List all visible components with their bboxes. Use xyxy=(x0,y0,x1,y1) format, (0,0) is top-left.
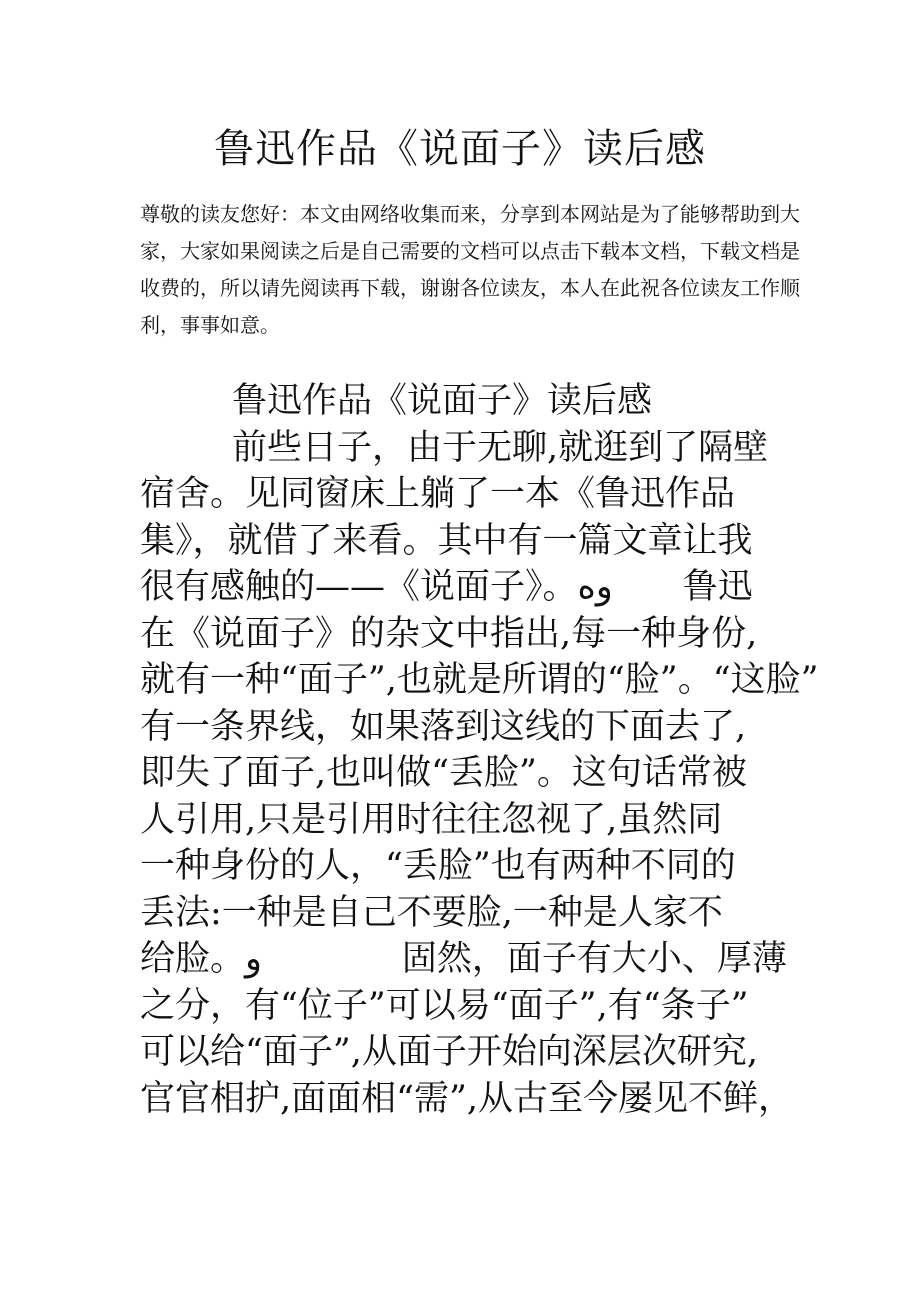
article-line: 很有感触的——《说面子》。وه 鲁迅 xyxy=(140,567,753,607)
article-line: 集》，就借了来看。其中有一篇文章让我 xyxy=(140,520,753,561)
article-line: 前些日子，由于无聊,就逛到了隔壁 xyxy=(232,427,769,468)
reader-notice xyxy=(140,196,800,344)
article-body xyxy=(140,378,819,1122)
notice-line: 尊敬的读友您好：本文由网络收集而来，分享到本网站是为了能够帮助到大 xyxy=(140,202,800,226)
article-heading: 鲁迅作品《说面子》读后感 xyxy=(232,381,653,421)
article-line: 在《说面子》的杂文中指出,每一种身份, xyxy=(140,613,758,654)
article-line: 一种身份的人，“丢脸”也有两种不同的 xyxy=(140,846,736,886)
article-line: 之分，有“位子”可以易“面子”,有“条子” xyxy=(140,985,749,1026)
notice-line: 家，大家如果阅读之后是自己需要的文档可以点击下载本文档，下载文档是 xyxy=(140,239,800,263)
article-line: 即失了面子,也叫做“丢脸”。这句话常被 xyxy=(140,753,747,793)
article-line: 就有一种“面子”,也就是所谓的“脸”。“这脸” xyxy=(140,660,819,700)
article-line: 可以给“面子”,从面子开始向深层次研究, xyxy=(140,1032,759,1072)
notice-line: 收费的，所以请先阅读再下载，谢谢各位读友，本人在此祝各位读友工作顺 xyxy=(140,276,800,300)
notice-line: 利，事事如意。 xyxy=(140,313,280,337)
article-line: 给脸。و 固然，面子有大小、厚薄 xyxy=(140,939,787,979)
article-line: 官官相护,面面相“需”,从古至今屡见不鲜， xyxy=(140,1078,794,1119)
article-line: 有一条界线，如果落到这线的下面去了, xyxy=(140,706,747,747)
document-title: 鲁迅作品《说面子》读后感 xyxy=(214,126,706,172)
article-line: 宿舍。见同窗床上躺了一本《鲁迅作品 xyxy=(140,474,736,514)
article-line: 丢法:一种是自己不要脸,一种是人家不 xyxy=(140,892,723,933)
article-line: 人引用,只是引用时往往忽视了,虽然同 xyxy=(140,799,723,840)
